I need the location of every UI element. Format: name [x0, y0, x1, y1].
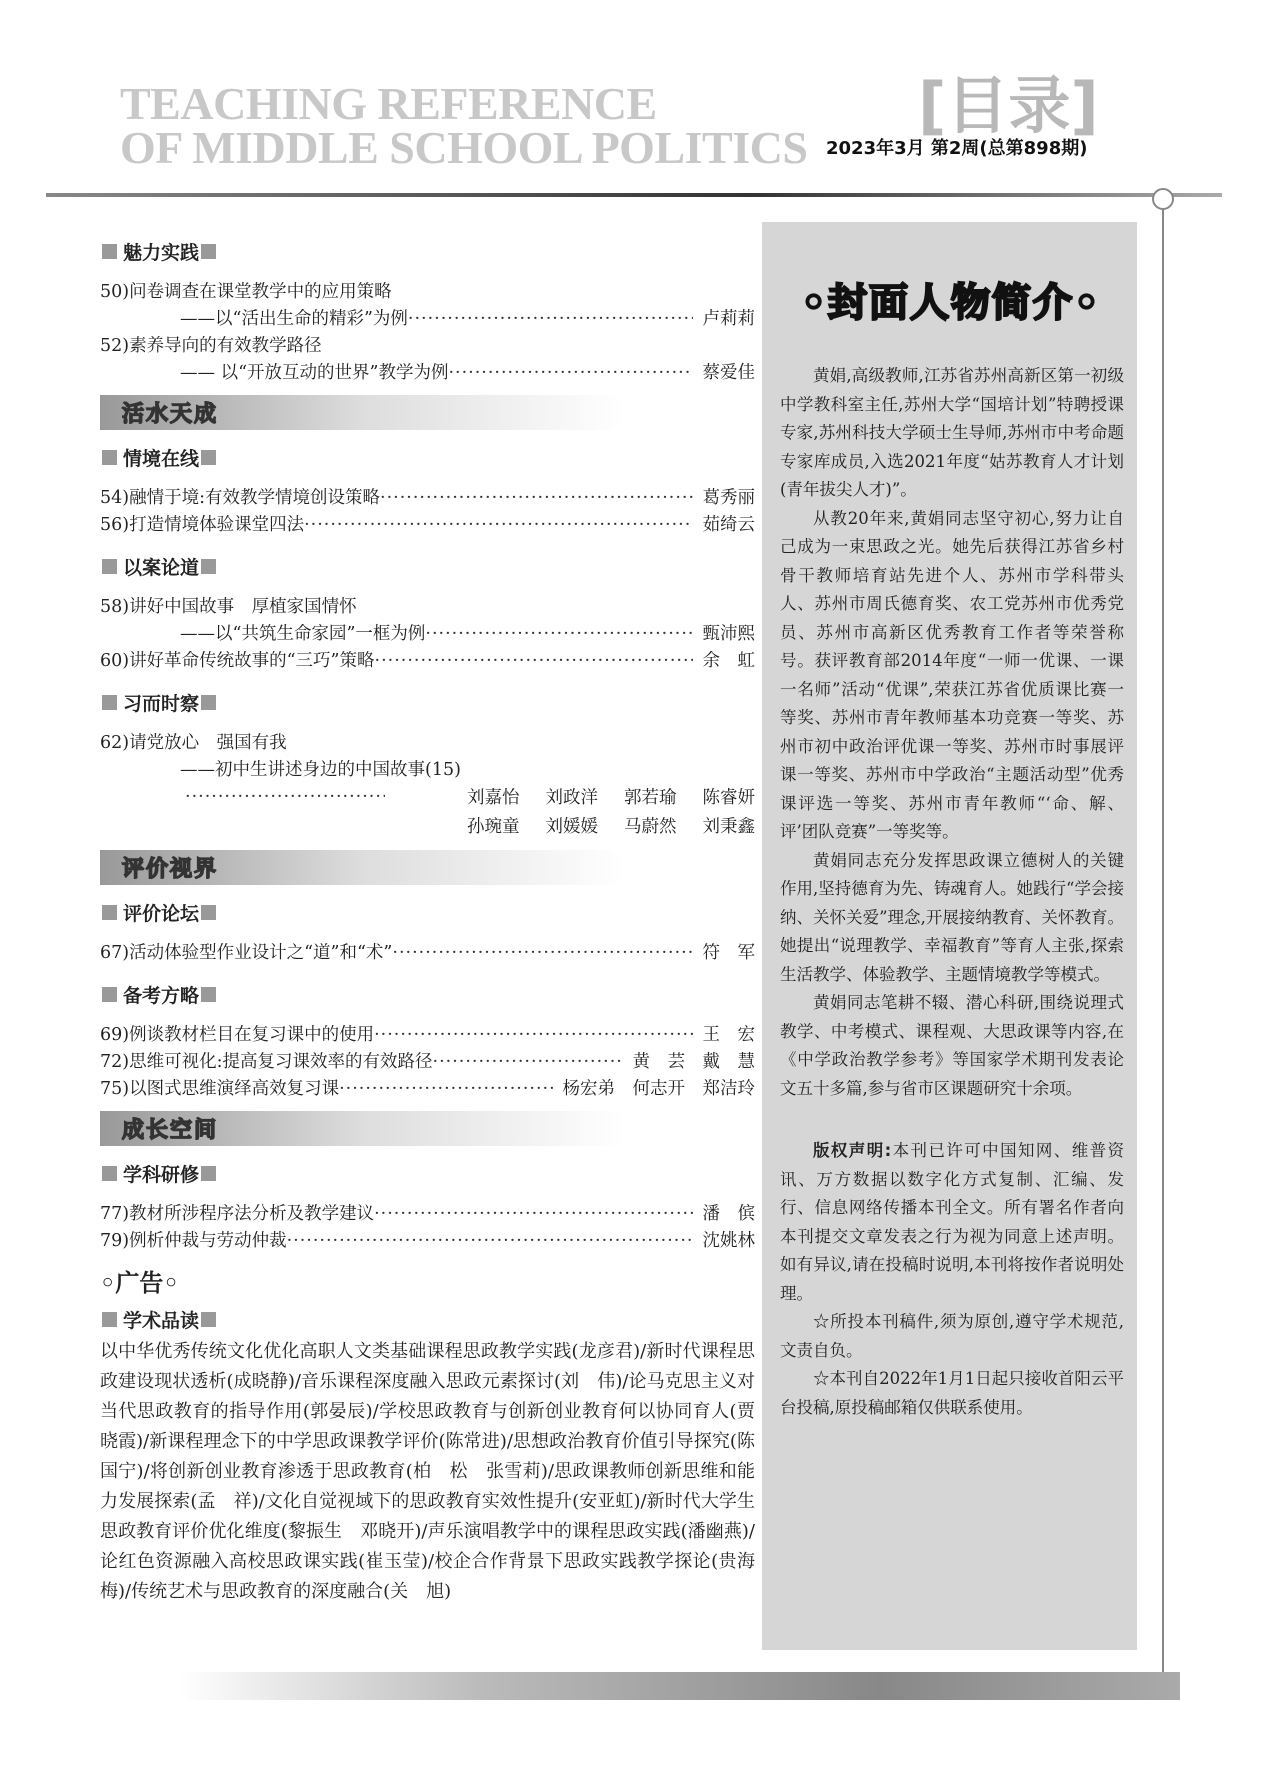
section-heading: 学术品读 — [100, 1306, 755, 1333]
table-of-contents — [100, 232, 755, 1607]
masthead-line-2: OF MIDDLE SCHOOL POLITICS — [120, 122, 808, 173]
author-name: 陈睿妍 — [702, 788, 755, 808]
toc-entry-sub: —— 以“开放互动的世界”教学为例 ····· 蔡爱佳 — [100, 360, 755, 387]
toc-entry[interactable]: 67)活动体验型作业设计之“道”和“术” ····· 符 军 — [100, 940, 755, 967]
toc-entry[interactable]: 72)思维可视化:提高复习课效率的有效路径 ····· 黄 芸 戴 慧 — [100, 1049, 755, 1076]
toc-entry[interactable]: 54)融情于境:有效教学情境创设策略 ····· 葛秀丽 — [100, 485, 755, 512]
submission-note: ☆本刊自2022年1月1日起只接收首阳云平台投稿,原投稿邮箱仅供联系使用。 — [780, 1369, 1124, 1417]
copyright-label: 版权声明: — [813, 1141, 892, 1160]
copyright-text: 本刊已许可中国知网、维普资讯、万方数据以数字化方式复制、汇编、发行、信息网络传播本刊全文。所有署名作者向本刊提交文章发表之行为视为同意上述声明。如有异议,请在投稿时说明,本刊将按作者说明处理。 — [780, 1141, 1125, 1303]
author-name: 马蔚然 — [624, 817, 677, 837]
author-name: 刘政洋 — [545, 788, 598, 808]
toc-entry[interactable]: 56)打造情境体验课堂四法 ····· 茹绮云 — [100, 512, 755, 539]
toc-entry[interactable]: 50)问卷调查在课堂教学中的应用策略 — [100, 282, 392, 302]
ad-text: 以中华优秀传统文化优化高职人文类基础课程思政教学实践(龙彦君)/新时代课程思政建设现状透析(成晓静)/音乐课程深度融入思政元素探讨(刘 伟)/论马克思主义对当代思政教育的指导作用(郭晏辰)/学校思政教育与创新创业教育何以协同育人(贾晓霞)/新课程理念下的中学思政课教学评价(陈常进)/思想政治教育价值引导探究(陈国宁)/将创新创业教育渗透于思政教育(柏 松 张雪莉)/思政课教师创新思维和能力发展探索(孟 祥)/文化自觉视域下的思政教育实效性提升(安亚虹)/新时代大学生思政教育评价优化维度(黎振生 邓晓开)/声乐演唱教学中的课程思政实践(潘幽燕)/论红色资源融入高校思政课实践(崔玉莹)/校企合作背景下思政实践教学探论(贵海梅)/传统艺术与思政教育的深度融合(关 旭) — [100, 1341, 755, 1602]
section-heading: 学科研修 — [100, 1160, 755, 1187]
profile-paragraph: 黄娟同志笔耕不辍、潜心科研,围绕说理式教学、中考模式、课程观、大思政课等内容,在《中学政治教学参考》等国家学术期刊发表论文五十多篇,参与省市区课题研究十余项。 — [780, 993, 1124, 1098]
author-name: 刘秉鑫 — [702, 817, 755, 837]
profile-paragraph: 从教20年来,黄娟同志坚守初心,努力让自己成为一束思政之光。她先后获得江苏省乡村骨干教师培育站先进个人、苏州市学科带头人、苏州市周氏德育奖、农工党苏州市优秀党员、苏州市高新区优秀教育工作者等荣誉称号。获评教育部2014年度“一师一优课、一课一名师”活动“优课”,荣获江苏省优质课比赛一等奖、苏州市青年教师基本功竞赛一等奖、苏州市初中政治评优课一等奖、苏州市时事展评课一等奖、苏州市中学政治“主题活动型”优秀课评选一等奖、苏州市青年教师“‘命、解、评’团队竞赛”一等奖等。 — [780, 508, 1124, 841]
toc-entry[interactable]: 62)请党放心 强国有我 — [100, 733, 287, 753]
contents-heading: [目录] — [918, 69, 1099, 142]
issue-info: 2023年3月 第2周(总第898期) — [826, 138, 1088, 159]
submission-note: ☆所投本刊稿件,须为原创,遵守学术规范,文责自负。 — [780, 1312, 1124, 1360]
header-rule — [46, 193, 1222, 197]
toc-entry[interactable]: 75)以图式思维演绎高效复习课 ····· 杨宏弟 何志开 郑洁玲 — [100, 1076, 755, 1103]
section-heading: 以案论道 — [100, 553, 755, 580]
toc-entry-authors — [100, 813, 755, 842]
toc-entry[interactable]: 77)教材所涉程序法分析及教学建议 ····· 潘 傧 — [100, 1201, 755, 1228]
toc-entry[interactable]: 52)素养导向的有效教学路径 — [100, 336, 322, 356]
masthead-english — [120, 78, 808, 173]
section-heading: 魅力实践 — [100, 238, 755, 265]
panel-body — [780, 362, 1124, 1422]
toc-entry[interactable]: 60)讲好革命传统故事的“三巧”策略 ····· 余 虹 — [100, 648, 755, 675]
toc-entry-sub: ——以“活出生命的精彩”为例 ····· 卢莉莉 — [100, 306, 755, 333]
column-banner: 评价视界 — [100, 850, 755, 885]
column-banner: 成长空间 — [100, 1111, 755, 1146]
toc-entry[interactable]: 69)例谈教材栏目在复习课中的使用 ····· 王 宏 — [100, 1022, 755, 1049]
section-heading: 备考方略 — [100, 981, 755, 1008]
author-name: 刘媛媛 — [545, 817, 598, 837]
copyright-notice — [780, 1137, 1124, 1308]
footer-bar — [180, 1672, 1180, 1700]
author-name: 孙琬童 — [467, 817, 520, 837]
section-heading: 评价论坛 — [100, 899, 755, 926]
margin-line — [1162, 200, 1164, 1700]
column-banner: 活水天成 — [100, 395, 755, 430]
toc-entry[interactable]: 79)例析仲裁与劳动仲裁 ····· 沈姚林 — [100, 1228, 755, 1255]
section-heading: 情境在线 — [100, 444, 755, 471]
profile-paragraph: 黄娟同志充分发挥思政课立德树人的关键作用,坚持德育为先、铸魂育人。她践行“学会接纳、关怀关爱”理念,开展接纳教育、关怀教育。她提出“说理教学、幸福教育”等育人主张,探索生活教学、体验教学、主题情境教学等模式。 — [780, 850, 1124, 984]
toc-entry[interactable]: 58)讲好中国故事 厚植家国情怀 — [100, 597, 357, 617]
toc-entry-sub: ——以“共筑生命家园”一框为例 ····· 甄沛熙 — [100, 621, 755, 648]
section-heading: 习而时察 — [100, 689, 755, 716]
author-name: 郭若瑜 — [624, 788, 677, 808]
author-name: 刘嘉怡 — [467, 788, 520, 808]
ad-heading: ◦广告◦ — [100, 1269, 179, 1297]
panel-title: ◦封面人物简介◦ — [801, 281, 1101, 326]
toc-entry-authors — [100, 784, 755, 813]
toc-entry-sub: ——初中生讲述身边的中国故事(15) — [180, 760, 461, 780]
margin-circle-icon — [1152, 188, 1174, 210]
profile-paragraph: 黄娟,高级教师,江苏省苏州高新区第一初级中学教科室主任,苏州大学“国培计划”特聘授课专家,苏州科技大学硕士生导师,苏州市中考命题专家库成员,入选2021年度“姑苏教育人才计划(青年拔尖人才)”。 — [780, 366, 1124, 499]
masthead-line-1: TEACHING REFERENCE — [120, 78, 657, 129]
